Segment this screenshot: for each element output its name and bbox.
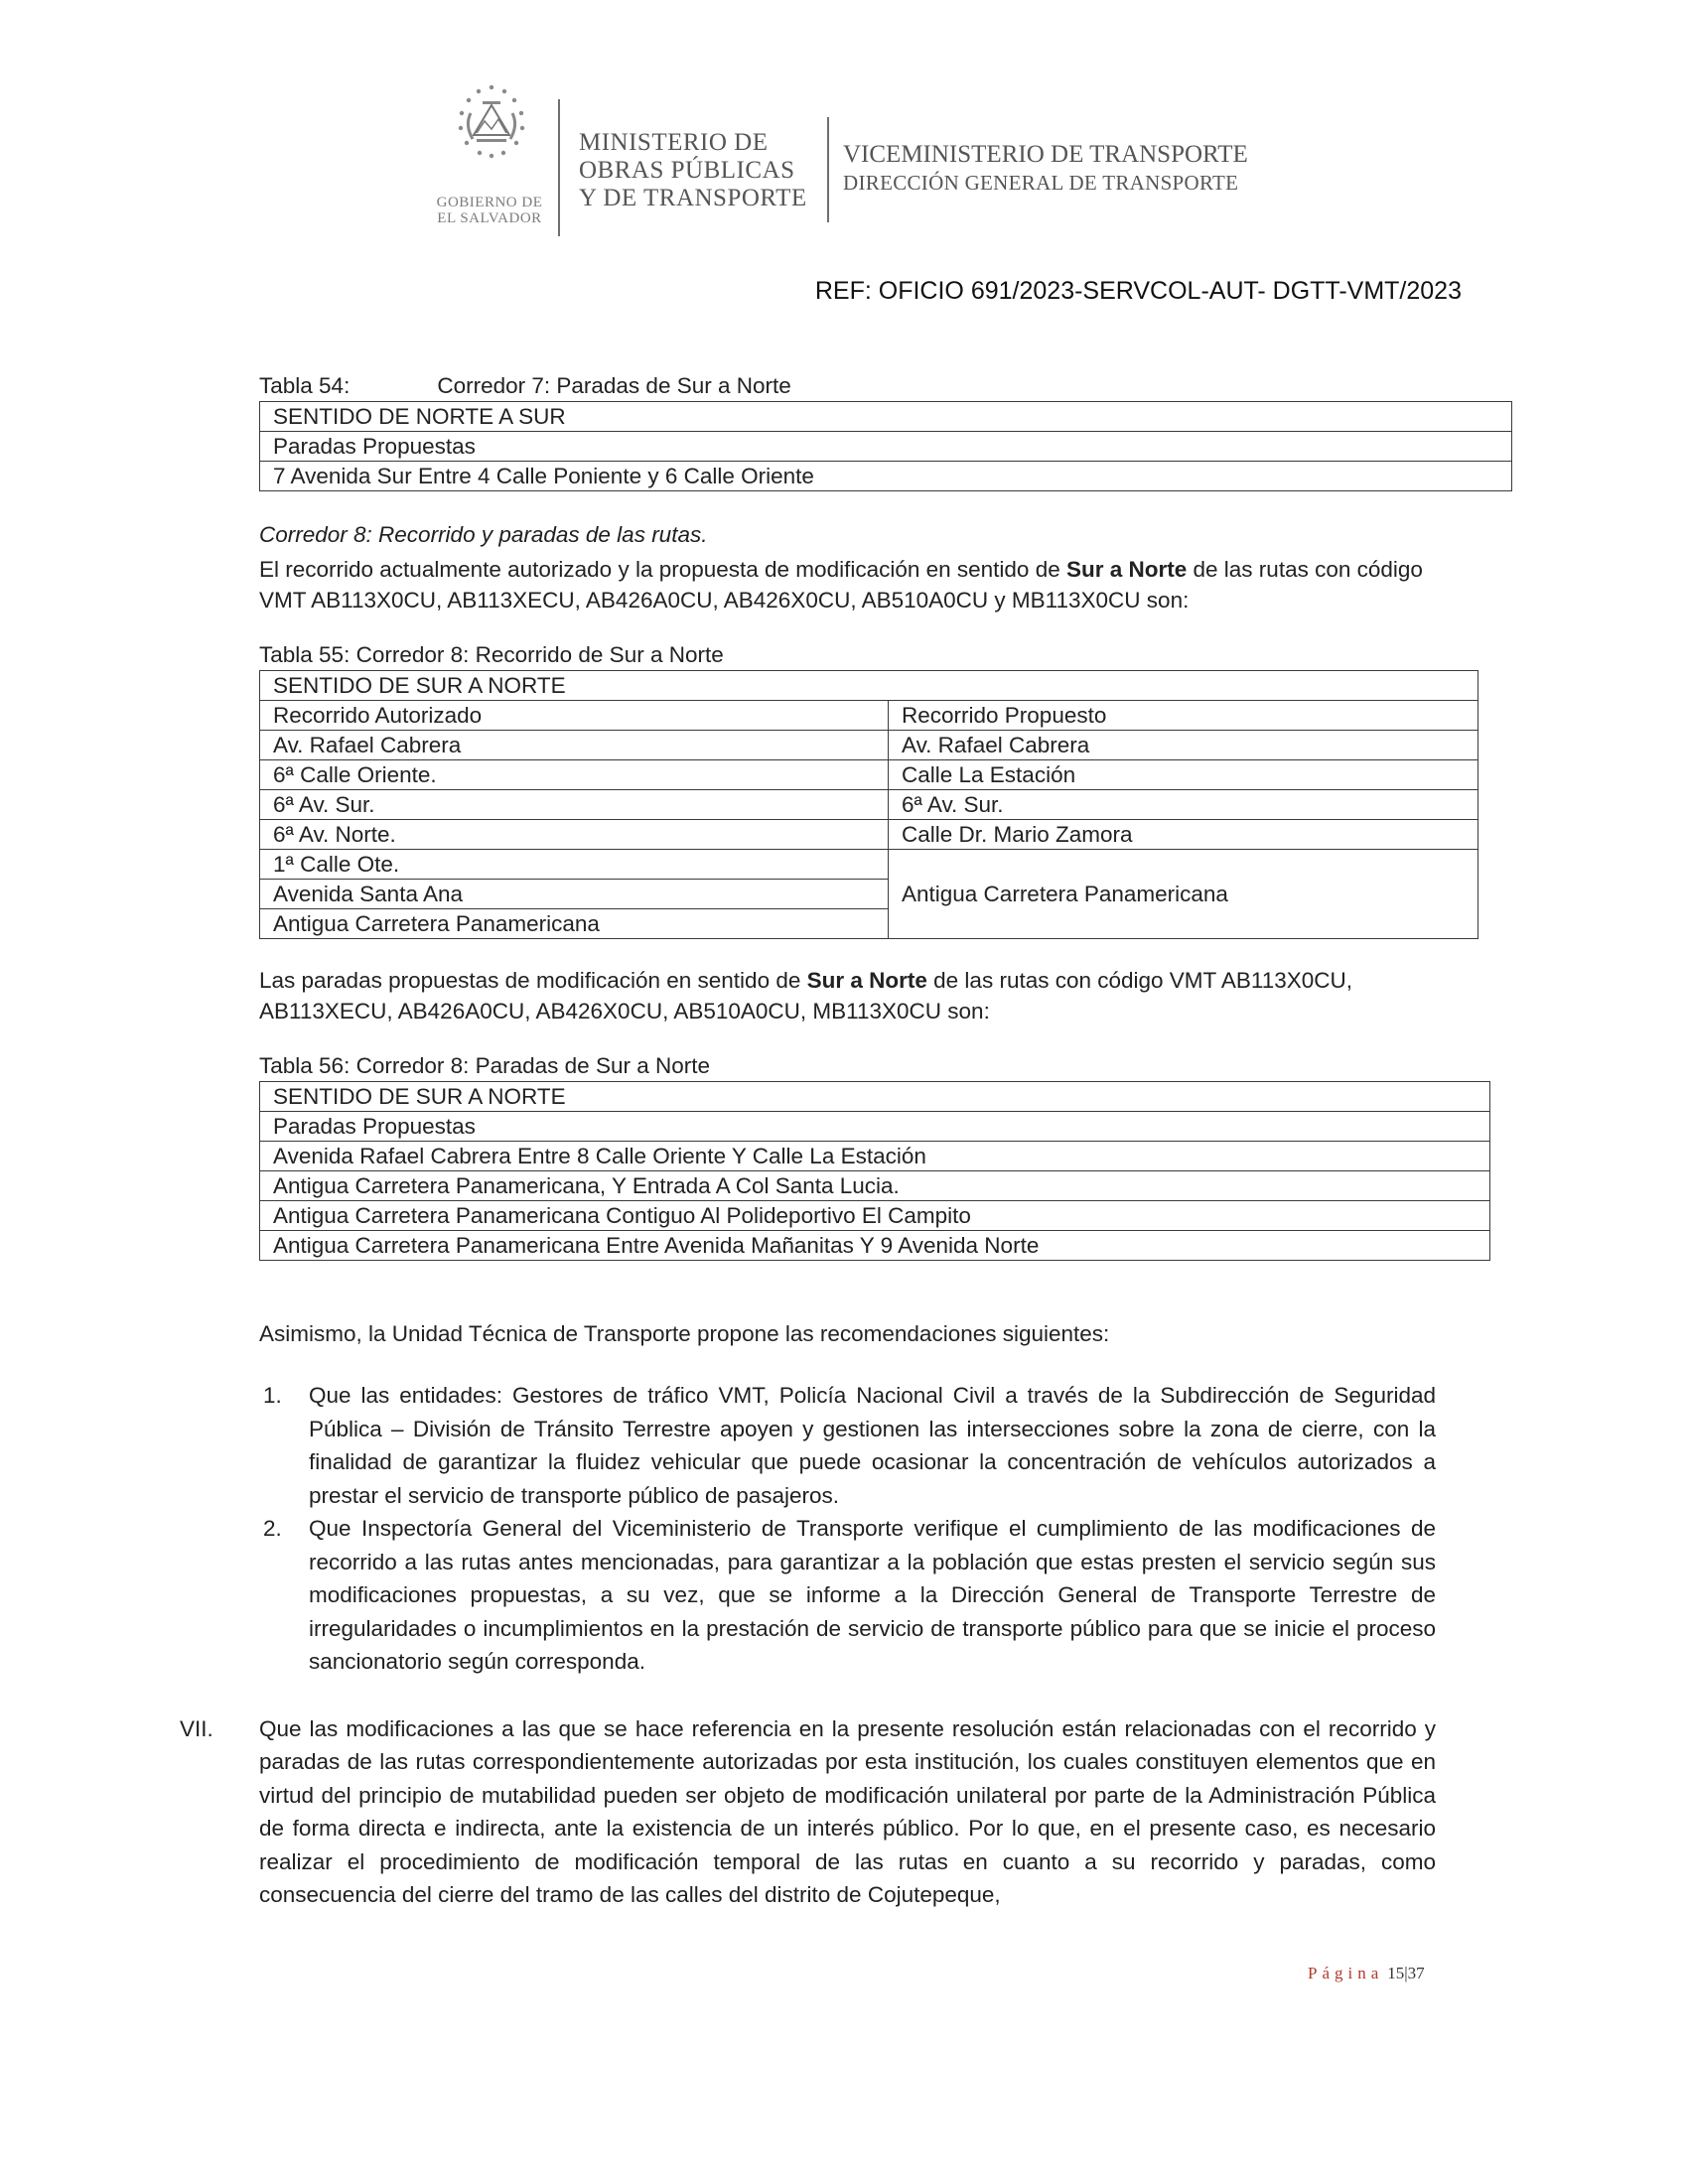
table-cell: Calle La Estación <box>889 760 1478 790</box>
vice-ministry-name <box>843 141 1320 197</box>
list-text: Que Inspectoría General del Viceministerio de Transporte verifique el cumplimiento de las modificaciones de recorrido a las rutas antes mencionadas, para garantizar a la población que estas presten el servicio según sus modificaciones propuestas, a su vez, que se informe a la Dirección General de Transporte Terrestre de irregularidades o incumplimientos en la prestación de servicio de transporte público para que se inicie el proceso sancionatorio según corresponda. <box>309 1516 1436 1674</box>
ministry-line-3: Y DE TRANSPORTE <box>579 185 807 211</box>
paradas-text-2: de las rutas con código VMT AB113X0CU, AB113XECU, AB426A0CU, AB426X0CU, AB510A0CU, MB113X0CU son: <box>259 968 1353 1024</box>
section-number: VII. <box>180 1715 213 1741</box>
reference-number: REF: OFICIO 691/2023-SERVCOL-AUT- DGTT-VMT/2023 <box>814 277 1462 305</box>
table-55-caption: Tabla 55: Corredor 8: Recorrido de Sur a Norte <box>259 642 724 667</box>
ministry-name <box>579 129 817 212</box>
government-name <box>405 195 574 226</box>
page-count: 15|37 <box>1387 1964 1425 1982</box>
paradas-bold: Sur a Norte <box>806 968 927 993</box>
intro-bold: Sur a Norte <box>1065 557 1188 582</box>
section-text: Que las modificaciones a las que se hace referencia en la presente resolución están relacionadas con el recorrido y paradas de las rutas correspondientemente autorizadas por esta institución, los cuales constituyen elementos que en virtud del principio de mutabilidad pueden ser objeto de modificación unilateral por parte de la Administración Pública de forma directa e indirecta, ante la existencia de un interés público. Por lo que, en el presente caso, es necesario realizar el procedimiento de modificación temporal de las rutas en cuanto a su recorrido y paradas, como consecuencia del cierre del tramo de las calles del distrito de Cojutepeque, <box>259 1715 1436 1907</box>
table-56 <box>259 1081 1490 1261</box>
gov-line-2: EL SALVADOR <box>437 210 542 226</box>
gov-line-1: GOBIERNO DE <box>436 195 543 210</box>
table-cell: Avenida Rafael Cabrera Entre 8 Calle Oriente Y Calle La Estación <box>260 1142 1490 1171</box>
table-56-caption: Tabla 56: Corredor 8: Paradas de Sur a Norte <box>259 1053 710 1078</box>
header-divider-1 <box>558 99 560 236</box>
intro-text-2: de las rutas con código VMT AB113X0CU, AB113XECU, AB426A0CU, AB426X0CU, AB510A0CU y MB113X0CU son: <box>259 557 1423 613</box>
table-cell: SENTIDO DE NORTE A SUR <box>260 402 1512 432</box>
table-55 <box>259 670 1478 939</box>
page-number <box>1308 1964 1425 1983</box>
table-cell: Av. Rafael Cabrera <box>889 731 1478 760</box>
list-number: 2. <box>263 1516 282 1541</box>
table-cell: Antigua Carretera Panamericana Contiguo Al Polideportivo El Campito <box>260 1201 1490 1231</box>
recommendations-title: Asimismo, la Unidad Técnica de Transporte propone las recomendaciones siguientes: <box>259 1321 1110 1346</box>
header-divider-2 <box>827 117 829 222</box>
ministry-line-2: OBRAS PÚBLICAS <box>579 157 795 184</box>
table-cell: SENTIDO DE SUR A NORTE <box>260 1082 1490 1112</box>
table-cell: 1ª Calle Ote. <box>260 850 889 880</box>
table-header: SENTIDO DE SUR A NORTE <box>260 671 1478 701</box>
table-cell: 6ª Av. Norte. <box>260 820 889 850</box>
document-body <box>180 370 1436 1912</box>
table-cell: Antigua Carretera Panamericana, Y Entrada A Col Santa Lucia. <box>260 1171 1490 1201</box>
list-item <box>259 1379 1436 1512</box>
corredor-8-heading: Corredor 8: Recorrido y paradas de las rutas. <box>259 522 708 547</box>
column-header: Recorrido Autorizado <box>260 701 889 731</box>
column-header: Recorrido Propuesto <box>889 701 1478 731</box>
recommendations-list <box>259 1379 1436 1679</box>
intro-text-1: El recorrido actualmente autorizado y la propuesta de modificación en sentido de <box>259 557 1066 582</box>
table-cell: Antigua Carretera Panamericana <box>260 909 889 939</box>
table-cell: Av. Rafael Cabrera <box>260 731 889 760</box>
ministry-line-1: MINISTERIO DE <box>579 129 769 156</box>
table-cell: 6ª Av. Sur. <box>260 790 889 820</box>
table-54 <box>259 401 1512 491</box>
table-cell: Calle Dr. Mario Zamora <box>889 820 1478 850</box>
table-cell: Paradas Propuestas <box>260 432 1512 462</box>
vice-line-2: DIRECCIÓN GENERAL DE TRANSPORTE <box>843 171 1239 195</box>
table-cell: Avenida Santa Ana <box>260 880 889 909</box>
table-cell: Antigua Carretera Panamericana Entre Avenida Mañanitas Y 9 Avenida Norte <box>260 1231 1490 1261</box>
table-cell: 6ª Calle Oriente. <box>260 760 889 790</box>
table-54-title: Corredor 7: Paradas de Sur a Norte <box>437 373 791 398</box>
table-cell-merged: Antigua Carretera Panamericana <box>889 850 1478 939</box>
list-item <box>259 1512 1436 1679</box>
table-54-caption <box>259 370 1436 401</box>
table-54-label: Tabla 54: <box>259 373 351 398</box>
section-vii <box>180 1712 1436 1912</box>
table-cell: 6ª Av. Sur. <box>889 790 1478 820</box>
page-label: Página <box>1308 1964 1384 1982</box>
corredor-8-intro <box>259 554 1436 615</box>
list-number: 1. <box>263 1383 282 1408</box>
coat-of-arms-icon <box>447 83 536 193</box>
table-cell: Paradas Propuestas <box>260 1112 1490 1142</box>
paradas-intro <box>259 965 1436 1026</box>
vice-line-1: VICEMINISTERIO DE TRANSPORTE <box>843 141 1248 168</box>
list-text: Que las entidades: Gestores de tráfico VMT, Policía Nacional Civil a través de la Subdirección de Seguridad Pública – División de Tránsito Terrestre apoyen y gestionen las intersecciones sobre la zona de cierre, con la finalidad de garantizar la fluidez vehicular que puede ocasionar la concentración de vehículos autorizados a prestar el servicio de transporte público de pasajeros. <box>309 1383 1436 1508</box>
table-cell: 7 Avenida Sur Entre 4 Calle Poniente y 6 Calle Oriente <box>260 462 1512 491</box>
paradas-text-1: Las paradas propuestas de modificación en sentido de <box>259 968 807 993</box>
